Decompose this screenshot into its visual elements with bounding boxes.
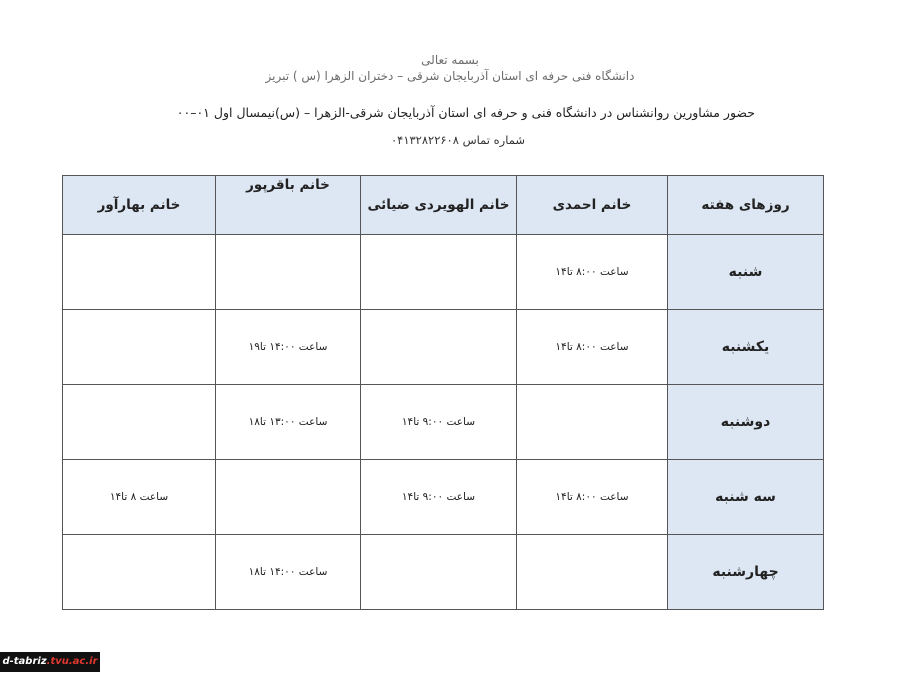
table-row xyxy=(63,310,824,385)
time-cell: ساعت ۱۴:۰۰ تا۱۸ xyxy=(216,535,361,610)
table-row xyxy=(63,385,824,460)
time-cell xyxy=(517,385,668,460)
day-cell: شنبه xyxy=(668,235,824,310)
table-row xyxy=(63,535,824,610)
time-cell xyxy=(517,535,668,610)
time-cell: ساعت ۸:۰۰ تا۱۴ xyxy=(517,310,668,385)
time-cell: ساعت ۹:۰۰ تا۱۴ xyxy=(361,460,517,535)
col-header-weekday: روزهای هفته xyxy=(668,176,824,235)
day-cell: چهارشنبه xyxy=(668,535,824,610)
col-header-baharavar: خانم بهارآور xyxy=(63,176,216,235)
time-cell: ساعت ۹:۰۰ تا۱۴ xyxy=(361,385,517,460)
time-cell xyxy=(63,235,216,310)
university-name: دانشگاه فنی حرفه ای استان آذربایجان شرقی – دختران الزهرا (س ) تبریز xyxy=(265,69,635,83)
time-cell xyxy=(216,235,361,310)
time-cell xyxy=(63,310,216,385)
time-cell xyxy=(63,535,216,610)
time-cell: ساعت ۸:۰۰ تا۱۴ xyxy=(517,235,668,310)
site-logo[interactable] xyxy=(0,652,100,672)
col-header-ahmadi: خانم احمدی xyxy=(517,176,668,235)
time-cell: ساعت ۱۳:۰۰ تا۱۸ xyxy=(216,385,361,460)
schedule-table xyxy=(62,175,824,610)
time-cell xyxy=(63,385,216,460)
notice-line: حضور مشاورین روانشناس در دانشگاه فنی و حرفه ای استان آذربایجان شرقی-الزهرا – (س)نیمسال اول ۰۱–۰۰ xyxy=(176,105,755,120)
bismillah-heading: بسمه تعالی xyxy=(421,53,479,67)
time-cell xyxy=(361,535,517,610)
header-row xyxy=(63,176,824,235)
col-header-allahverdi: خانم الهویردی ضیائی xyxy=(361,176,517,235)
day-cell: دوشنبه xyxy=(668,385,824,460)
day-cell: سه شنبه xyxy=(668,460,824,535)
logo-domain-text: .tvu.ac.ir xyxy=(46,656,98,667)
time-cell xyxy=(216,460,361,535)
phone-number: شماره تماس ۰۴۱۳۲۸۲۲۶۰۸ xyxy=(390,133,525,147)
time-cell xyxy=(361,310,517,385)
col-header-bagherpour: خانم باقرپور xyxy=(216,176,361,235)
table-row xyxy=(63,235,824,310)
time-cell: ساعت ۸ تا۱۴ xyxy=(63,460,216,535)
day-cell: یکشنبه xyxy=(668,310,824,385)
time-cell: ساعت ۸:۰۰ تا۱۴ xyxy=(517,460,668,535)
table-row xyxy=(63,460,824,535)
logo-main-text: d-tabriz xyxy=(2,656,47,667)
time-cell xyxy=(361,235,517,310)
time-cell: ساعت ۱۴:۰۰ تا۱۹ xyxy=(216,310,361,385)
